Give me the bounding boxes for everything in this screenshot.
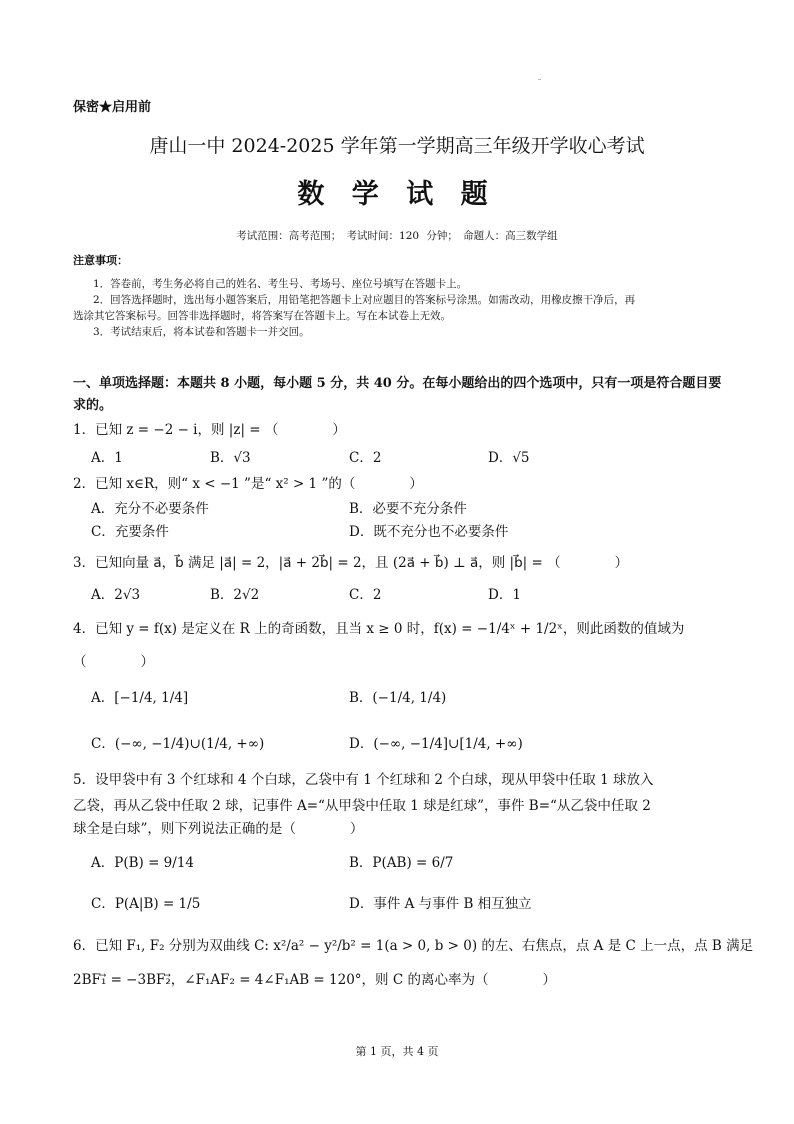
notes-heading: 注意事项： <box>73 254 128 267</box>
question-5-option-c: C．P(A|B) = 1/5 <box>91 896 201 912</box>
confidential-label: 保密★启用前 <box>73 100 152 115</box>
school-title: 唐山一中 2024-2025 学年第一学期高三年级开学收心考试 <box>149 135 645 157</box>
question-3-option-c: C．2 <box>349 587 382 603</box>
question-5-stem-continued: 乙袋，再从乙袋中任取 2 球，记事件 A=“从甲袋中任取 1 球是红球”，事件 B=“从乙袋中任取 2 <box>73 798 651 814</box>
question-1-option-b: B．√3 <box>210 450 251 466</box>
question-4-stem: 4．已知 y = f(x) 是定义在 R 上的奇函数，且当 x ≥ 0 时，f(x) = −1/4ˣ + 1/2ˣ，则此函数的值域为 <box>73 621 685 637</box>
question-3-option-d: D．1 <box>488 587 521 603</box>
note-item-continued: 选涂其它答案标号。回答非选择题时，将答案写在答题卡上。写在本试卷上无效。 <box>73 310 451 322</box>
question-4-option-d: D．(−∞, −1/4]∪[1/4, +∞) <box>349 736 523 752</box>
question-1-option-d: D．√5 <box>488 450 530 466</box>
subject-title: 数 学 试 题 <box>297 179 497 210</box>
question-4-option-b: B．(−1/4, 1/4) <box>349 690 447 706</box>
question-2-option-d: D．既不充分也不必要条件 <box>349 524 509 540</box>
question-2-option-a: A．充分不必要条件 <box>91 501 209 517</box>
question-3-option-a: A．2√3 <box>91 587 141 603</box>
section-heading-continued: 求的。 <box>73 398 113 413</box>
exam-info: 考试范围：高考范围； 考试时间：120 分钟； 命题人：高三数学组 <box>236 230 558 242</box>
question-3-option-b: B．2√2 <box>210 587 260 603</box>
question-1-option-a: A．1 <box>91 450 123 466</box>
question-6-stem-continued: 2BF₁⃗ = −3BF₂⃗，∠F₁AF₂ = 4∠F₁AB = 120°，则 C 的离心率为（ ） <box>73 972 556 988</box>
section-heading: 一、单项选择题：本题共 8 小题，每小题 5 分，共 40 分。在每小题给出的四个选项中，只有一项是符合题目要 <box>73 376 722 391</box>
question-5-stem: 5．设甲袋中有 3 个红球和 4 个白球，乙袋中有 1 个红球和 2 个白球，现从甲袋中任取 1 球放入 <box>73 772 654 788</box>
scan-mark <box>538 79 541 80</box>
note-item: 1．答卷前，考生务必将自己的姓名、考生号、考场号、座位号填写在答题卡上。 <box>93 278 468 290</box>
question-5-option-b: B．P(AB) = 6/7 <box>349 855 454 871</box>
question-5-option-d: D．事件 A 与事件 B 相互独立 <box>349 896 532 912</box>
question-2-option-b: B．必要不充分条件 <box>349 501 467 517</box>
question-4-option-a: A．[−1/4, 1/4] <box>91 690 189 706</box>
question-5-option-a: A．P(B) = 9/14 <box>91 855 194 871</box>
question-2-stem: 2．已知 x∈R，则“ x < −1 ”是“ x² > 1 ”的（ ） <box>73 476 423 492</box>
question-4-stem-continued: （ ） <box>73 654 154 670</box>
question-4-option-c: C．(−∞, −1/4)∪(1/4, +∞) <box>91 736 265 752</box>
question-3-stem: 3．已知向量 a⃗，b⃗ 满足 |a⃗| = 2，|a⃗ + 2b⃗| = 2，且 (2a⃗ + b⃗) ⊥ a⃗，则 |b⃗| = （ ） <box>73 555 629 571</box>
question-2-option-c: C．充要条件 <box>91 524 169 540</box>
note-item: 3．考试结束后，将本试卷和答题卡一并交回。 <box>93 326 310 338</box>
page-footer: 第 1 页，共 4 页 <box>355 1045 439 1058</box>
question-5-stem-continued: 球全是白球”，则下列说法正确的是（ ） <box>73 821 364 837</box>
note-item: 2．回答选择题时，选出每小题答案后，用铅笔把答题卡上对应题目的答案标号涂黑。如需改动，用橡皮擦干净后，再 <box>93 294 636 306</box>
question-1-stem: 1．已知 z = −2 − i，则 |z| = （ ） <box>73 422 346 438</box>
question-1-option-c: C．2 <box>349 450 382 466</box>
question-6-stem: 6．已知 F₁, F₂ 分别为双曲线 C: x²/a² − y²/b² = 1(a > 0, b > 0) 的左、右焦点，点 A 是 C 上一点，点 B 满足 <box>73 938 754 954</box>
